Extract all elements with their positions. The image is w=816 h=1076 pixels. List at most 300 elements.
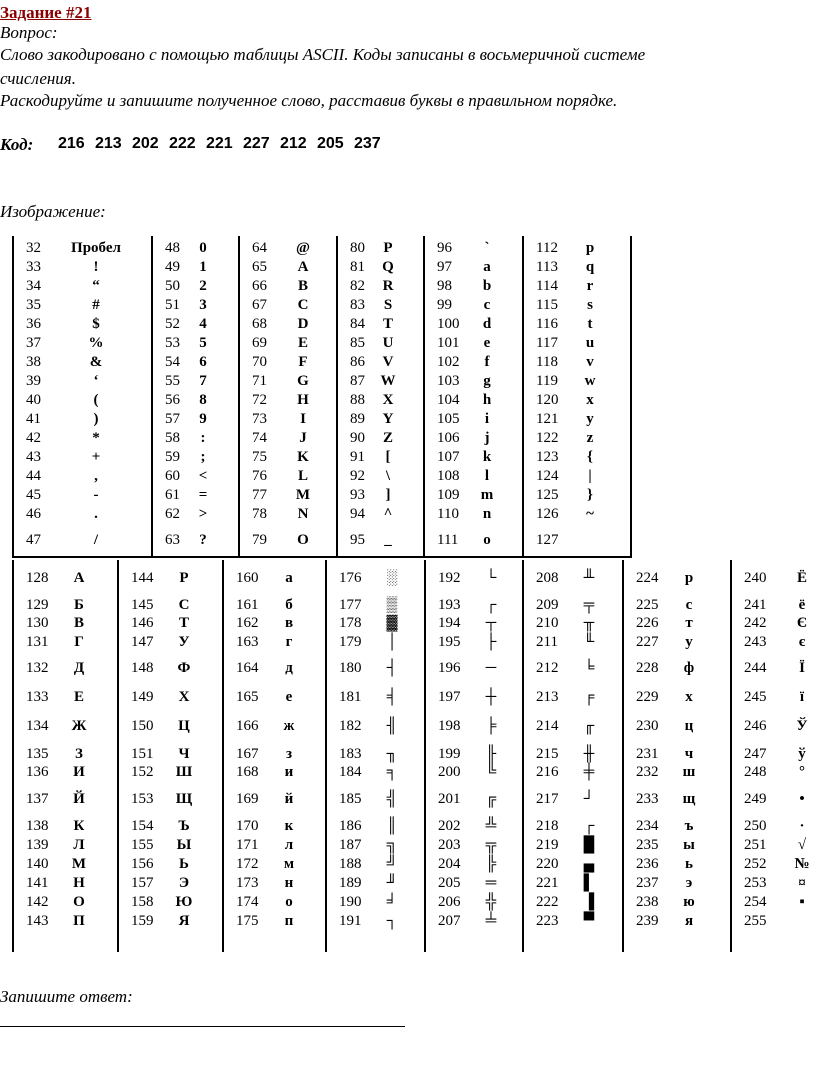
ascii-code: 117 xyxy=(536,335,558,351)
ascii-code: 68 xyxy=(252,316,267,332)
ascii-code: 212 xyxy=(536,660,559,676)
ascii-row xyxy=(119,659,222,678)
ascii-row xyxy=(425,410,522,429)
ascii-row xyxy=(240,410,336,429)
ascii-code: 234 xyxy=(636,818,659,834)
ascii-row xyxy=(624,912,730,931)
ascii-symbol: ┌ xyxy=(583,818,595,834)
ascii-row xyxy=(338,467,423,486)
ascii-row xyxy=(153,429,238,448)
ascii-row xyxy=(327,717,424,736)
ascii-row xyxy=(240,296,336,315)
ascii-code: 173 xyxy=(236,875,259,891)
ascii-code: 160 xyxy=(236,570,259,586)
ascii-symbol: Ф xyxy=(177,660,191,676)
ascii-symbol: ║ xyxy=(386,818,398,834)
ascii-symbol: $ xyxy=(92,316,100,332)
ascii-symbol: 3 xyxy=(199,297,207,313)
ascii-code: 118 xyxy=(536,354,558,370)
ascii-row xyxy=(327,912,424,931)
ascii-code: 43 xyxy=(26,449,41,465)
ascii-code: 157 xyxy=(131,875,154,891)
ascii-row xyxy=(732,855,816,874)
ascii-code: 194 xyxy=(438,615,461,631)
ascii-row xyxy=(426,596,522,615)
ascii-row xyxy=(327,569,424,588)
code-value: 213 xyxy=(95,135,122,152)
ascii-code: 233 xyxy=(636,791,659,807)
ascii-code: 55 xyxy=(165,373,180,389)
ascii-row xyxy=(732,893,816,912)
ascii-code: 238 xyxy=(636,894,659,910)
ascii-row xyxy=(524,717,622,736)
ascii-symbol: ц xyxy=(684,718,694,734)
ascii-code: 171 xyxy=(236,837,259,853)
ascii-symbol: Е xyxy=(73,689,84,705)
ascii-symbol: ▐ xyxy=(583,894,595,910)
ascii-code: 61 xyxy=(165,487,180,503)
ascii-symbol: ╟ xyxy=(485,746,497,762)
ascii-row xyxy=(224,633,325,652)
code-value: 216 xyxy=(58,135,85,152)
ascii-code: 120 xyxy=(536,392,559,408)
ascii-symbol: ж xyxy=(283,718,295,734)
ascii-row xyxy=(224,659,325,678)
ascii-symbol: Т xyxy=(178,615,189,631)
ascii-row xyxy=(425,296,522,315)
ascii-symbol: K xyxy=(297,449,309,465)
ascii-code: 195 xyxy=(438,634,461,650)
ascii-column-group xyxy=(425,560,523,952)
ascii-code: 73 xyxy=(252,411,267,427)
ascii-row xyxy=(524,258,630,277)
ascii-code: 38 xyxy=(26,354,41,370)
ascii-code: 235 xyxy=(636,837,659,853)
ascii-row xyxy=(224,912,325,931)
ascii-row xyxy=(524,614,622,633)
ascii-row xyxy=(338,429,423,448)
ascii-row xyxy=(624,596,730,615)
ascii-code: 249 xyxy=(744,791,767,807)
ascii-row xyxy=(338,486,423,505)
ascii-row xyxy=(119,912,222,931)
ascii-row xyxy=(426,874,522,893)
ascii-code: 185 xyxy=(339,791,362,807)
ascii-symbol: c xyxy=(483,297,491,313)
ascii-symbol: Б xyxy=(74,597,84,613)
ascii-row xyxy=(624,790,730,809)
ascii-code: 113 xyxy=(536,259,558,275)
ascii-symbol: К xyxy=(73,818,85,834)
ascii-code: 67 xyxy=(252,297,267,313)
ascii-symbol: к xyxy=(284,818,294,834)
ascii-symbol: б xyxy=(285,597,293,613)
question-text-line-1: Слово закодировано с помощью таблицы ASCII. Коды записаны в восьмеричной системе xyxy=(0,45,646,64)
ascii-code: 54 xyxy=(165,354,180,370)
ascii-row xyxy=(732,569,816,588)
code-value: 212 xyxy=(280,135,307,152)
ascii-symbol: √ xyxy=(797,837,807,853)
ascii-row xyxy=(153,258,238,277)
ascii-code: 187 xyxy=(339,837,362,853)
ascii-row xyxy=(524,429,630,448)
ascii-row xyxy=(524,688,622,707)
ascii-symbol: ) xyxy=(93,411,99,427)
ascii-symbol: М xyxy=(71,856,87,872)
ascii-symbol: o xyxy=(483,532,491,548)
ascii-row xyxy=(14,239,151,258)
ascii-symbol: и xyxy=(284,764,294,780)
ascii-symbol: d xyxy=(482,316,492,332)
ascii-column-group xyxy=(731,560,816,952)
ascii-code: 35 xyxy=(26,297,41,313)
ascii-row xyxy=(14,391,151,410)
ascii-code: 112 xyxy=(536,240,558,256)
ascii-row xyxy=(338,531,423,550)
ascii-row xyxy=(524,391,630,410)
ascii-row xyxy=(426,817,522,836)
ascii-code: 81 xyxy=(350,259,365,275)
ascii-row xyxy=(14,836,117,855)
ascii-row xyxy=(119,763,222,782)
ascii-symbol: 9 xyxy=(199,411,207,427)
ascii-row xyxy=(524,893,622,912)
ascii-row xyxy=(425,486,522,505)
ascii-code: 241 xyxy=(744,597,767,613)
ascii-row xyxy=(524,817,622,836)
ascii-row xyxy=(14,296,151,315)
ascii-symbol: Ч xyxy=(178,746,190,762)
ascii-symbol: U xyxy=(382,335,394,351)
ascii-row xyxy=(14,372,151,391)
ascii-row xyxy=(624,688,730,707)
ascii-row xyxy=(624,874,730,893)
ascii-code: 123 xyxy=(536,449,559,465)
ascii-row xyxy=(732,633,816,652)
ascii-row xyxy=(524,239,630,258)
ascii-row xyxy=(624,633,730,652)
ascii-code: 83 xyxy=(350,297,365,313)
ascii-row xyxy=(426,688,522,707)
ascii-code: 116 xyxy=(536,316,558,332)
ascii-row xyxy=(240,315,336,334)
ascii-row xyxy=(426,912,522,931)
ascii-row xyxy=(153,531,238,550)
ascii-symbol: y xyxy=(586,411,594,427)
ascii-symbol: Y xyxy=(382,411,394,427)
ascii-symbol: Є xyxy=(796,615,808,631)
ascii-row xyxy=(338,296,423,315)
ascii-code: 103 xyxy=(437,373,460,389)
ascii-symbol: _ xyxy=(384,532,392,548)
ascii-symbol: 4 xyxy=(199,316,207,332)
ascii-row xyxy=(524,467,630,486)
ascii-code: 191 xyxy=(339,913,362,929)
ascii-code: 189 xyxy=(339,875,362,891)
ascii-code: 251 xyxy=(744,837,767,853)
ascii-code: 159 xyxy=(131,913,154,929)
ascii-code: 121 xyxy=(536,411,559,427)
ascii-symbol: Р xyxy=(179,570,189,586)
ascii-code: 196 xyxy=(438,660,461,676)
ascii-code: 232 xyxy=(636,764,659,780)
ascii-row xyxy=(14,277,151,296)
ascii-symbol: H xyxy=(297,392,309,408)
ascii-code: 87 xyxy=(350,373,365,389)
ascii-code: 134 xyxy=(26,718,49,734)
ascii-code: 85 xyxy=(350,335,365,351)
ascii-row xyxy=(425,467,522,486)
ascii-code: 44 xyxy=(26,468,41,484)
ascii-code: 86 xyxy=(350,354,365,370)
ascii-code: 197 xyxy=(438,689,461,705)
ascii-code: 175 xyxy=(236,913,259,929)
ascii-symbol: Я xyxy=(178,913,190,929)
ascii-code: 220 xyxy=(536,856,559,872)
ascii-row xyxy=(153,372,238,391)
ascii-symbol: ▄ xyxy=(583,856,595,872)
ascii-symbol: ╕ xyxy=(386,764,398,780)
ascii-row xyxy=(14,717,117,736)
code-value: 227 xyxy=(243,135,270,152)
answer-line[interactable] xyxy=(0,1026,405,1027)
ascii-symbol: n xyxy=(482,506,492,522)
code-label: Код: xyxy=(0,135,34,154)
ascii-code: 181 xyxy=(339,689,362,705)
ascii-code: 186 xyxy=(339,818,362,834)
ascii-row xyxy=(153,391,238,410)
ascii-code: 106 xyxy=(437,430,460,446)
ascii-symbol: ▓ xyxy=(386,615,398,631)
ascii-code: 193 xyxy=(438,597,461,613)
ascii-row xyxy=(426,614,522,633)
ascii-symbol: ╚ xyxy=(485,764,497,780)
ascii-row xyxy=(14,596,117,615)
ascii-row xyxy=(338,353,423,372)
ascii-symbol: Ъ xyxy=(178,818,190,834)
ascii-symbol: u xyxy=(585,335,595,351)
ascii-code: 244 xyxy=(744,660,767,676)
ascii-code: 90 xyxy=(350,430,365,446)
ascii-symbol: { xyxy=(587,449,593,465)
ascii-column-group xyxy=(13,236,152,557)
ascii-symbol: № xyxy=(794,856,810,872)
ascii-symbol: █ xyxy=(583,837,595,853)
ascii-symbol: └ xyxy=(485,570,497,586)
ascii-row xyxy=(153,448,238,467)
ascii-row xyxy=(524,855,622,874)
ascii-code: 71 xyxy=(252,373,267,389)
ascii-symbol: о xyxy=(285,894,293,910)
ascii-row xyxy=(425,334,522,353)
ascii-symbol: ю xyxy=(683,894,695,910)
ascii-row xyxy=(524,745,622,764)
ascii-symbol: ╤ xyxy=(583,597,595,613)
ascii-symbol: l xyxy=(484,468,490,484)
ascii-row xyxy=(119,569,222,588)
ascii-row xyxy=(224,874,325,893)
ascii-code: 208 xyxy=(536,570,559,586)
ascii-symbol: г xyxy=(285,634,293,650)
ascii-row xyxy=(524,486,630,505)
ascii-code: 199 xyxy=(438,746,461,762)
ascii-code: 198 xyxy=(438,718,461,734)
ascii-symbol: Й xyxy=(73,791,85,807)
ascii-symbol: р xyxy=(684,570,694,586)
ascii-symbol: v xyxy=(586,354,594,370)
ascii-symbol: x xyxy=(586,392,594,408)
ascii-symbol: ъ xyxy=(684,818,694,834)
ascii-row xyxy=(426,569,522,588)
ascii-code: 165 xyxy=(236,689,259,705)
ascii-symbol: Q xyxy=(382,259,394,275)
ascii-symbol: ╜ xyxy=(386,875,398,891)
ascii-row xyxy=(732,874,816,893)
ascii-code: 75 xyxy=(252,449,267,465)
ascii-symbol: m xyxy=(480,487,494,503)
ascii-symbol: ╠ xyxy=(485,856,497,872)
ascii-symbol: ( xyxy=(93,392,99,408)
ascii-symbol: & xyxy=(89,354,103,370)
image-label: Изображение: xyxy=(0,202,106,221)
ascii-row xyxy=(624,893,730,912)
ascii-code: 169 xyxy=(236,791,259,807)
ascii-row xyxy=(425,429,522,448)
ascii-code: 80 xyxy=(350,240,365,256)
ascii-column-group xyxy=(239,236,337,557)
ascii-code: 45 xyxy=(26,487,41,503)
ascii-symbol: % xyxy=(88,335,104,351)
ascii-row xyxy=(524,763,622,782)
ascii-row xyxy=(338,505,423,524)
ascii-row xyxy=(240,258,336,277)
ascii-code: 119 xyxy=(536,373,558,389)
ascii-code: 93 xyxy=(350,487,365,503)
ascii-row xyxy=(338,315,423,334)
ascii-row xyxy=(14,410,151,429)
ascii-symbol: З xyxy=(75,746,83,762)
ascii-symbol: ╢ xyxy=(386,718,398,734)
ascii-column-group xyxy=(523,560,623,952)
ascii-code: 158 xyxy=(131,894,154,910)
ascii-symbol: ╓ xyxy=(583,718,595,734)
ascii-code: 51 xyxy=(165,297,180,313)
ascii-symbol: * xyxy=(92,430,100,446)
ascii-code: 151 xyxy=(131,746,154,762)
ascii-code: 214 xyxy=(536,718,559,734)
ascii-code: 40 xyxy=(26,392,41,408)
ascii-code: 162 xyxy=(236,615,259,631)
ascii-code: 211 xyxy=(536,634,558,650)
ascii-row xyxy=(624,836,730,855)
ascii-symbol: E xyxy=(297,335,308,351)
ascii-code: 108 xyxy=(437,468,460,484)
ascii-symbol: ╛ xyxy=(386,894,398,910)
ascii-symbol: g xyxy=(483,373,491,389)
ascii-row xyxy=(732,790,816,809)
ascii-row xyxy=(524,372,630,391)
ascii-row xyxy=(732,912,816,931)
ascii-row xyxy=(732,596,816,615)
ascii-symbol: я xyxy=(684,913,694,929)
ascii-symbol: k xyxy=(482,449,492,465)
code-values xyxy=(58,135,391,153)
ascii-symbol: ё xyxy=(798,597,806,613)
ascii-row xyxy=(119,717,222,736)
ascii-symbol: > xyxy=(198,506,208,522)
ascii-symbol: J xyxy=(299,430,307,446)
ascii-code: 60 xyxy=(165,468,180,484)
ascii-column-group xyxy=(118,560,223,952)
ascii-symbol: ы xyxy=(683,837,695,853)
ascii-symbol: ` xyxy=(484,240,490,256)
ascii-symbol: є xyxy=(798,634,806,650)
ascii-column-group xyxy=(223,560,326,952)
ascii-symbol: ▒ xyxy=(386,597,398,613)
ascii-column-group xyxy=(326,560,425,952)
ascii-code: 203 xyxy=(438,837,461,853)
ascii-code: 156 xyxy=(131,856,154,872)
ascii-symbol: @ xyxy=(296,240,310,256)
ascii-code: 72 xyxy=(252,392,267,408)
ascii-symbol: t xyxy=(587,316,593,332)
ascii-row xyxy=(425,258,522,277)
ascii-row xyxy=(14,874,117,893)
ascii-symbol: ┼ xyxy=(485,689,497,705)
code-value: 202 xyxy=(132,135,159,152)
ascii-row xyxy=(338,391,423,410)
ascii-symbol: ┐ xyxy=(386,913,398,929)
ascii-code: 92 xyxy=(350,468,365,484)
ascii-row xyxy=(153,353,238,372)
ascii-row xyxy=(153,505,238,524)
ascii-column-group xyxy=(424,236,523,557)
ascii-symbol: N xyxy=(297,506,309,522)
ascii-row xyxy=(14,855,117,874)
ascii-symbol: G xyxy=(297,373,309,389)
ascii-row xyxy=(14,315,151,334)
ascii-symbol: f xyxy=(484,354,490,370)
ascii-symbol: ¤ xyxy=(798,875,806,891)
ascii-row xyxy=(119,688,222,707)
ascii-symbol: х xyxy=(685,689,693,705)
ascii-column-group xyxy=(523,236,631,557)
ascii-symbol: п xyxy=(284,913,294,929)
ascii-row xyxy=(14,486,151,505)
ascii-symbol: ═ xyxy=(485,875,497,891)
ascii-row xyxy=(119,790,222,809)
ascii-row xyxy=(426,790,522,809)
ascii-row xyxy=(524,874,622,893)
ascii-code: 133 xyxy=(26,689,49,705)
code-value: 205 xyxy=(317,135,344,152)
ascii-row xyxy=(327,688,424,707)
ascii-symbol: ╞ xyxy=(485,718,497,734)
ascii-code: 97 xyxy=(437,259,452,275)
ascii-code: 132 xyxy=(26,660,49,676)
ascii-code: 129 xyxy=(26,597,49,613)
ascii-row xyxy=(224,855,325,874)
ascii-symbol: ш xyxy=(682,764,696,780)
ascii-row xyxy=(240,353,336,372)
ascii-row xyxy=(153,315,238,334)
ascii-row xyxy=(240,429,336,448)
ascii-symbol: ╘ xyxy=(583,660,595,676)
ascii-row xyxy=(224,688,325,707)
ascii-row xyxy=(119,633,222,652)
ascii-code: 57 xyxy=(165,411,180,427)
ascii-row xyxy=(224,817,325,836)
